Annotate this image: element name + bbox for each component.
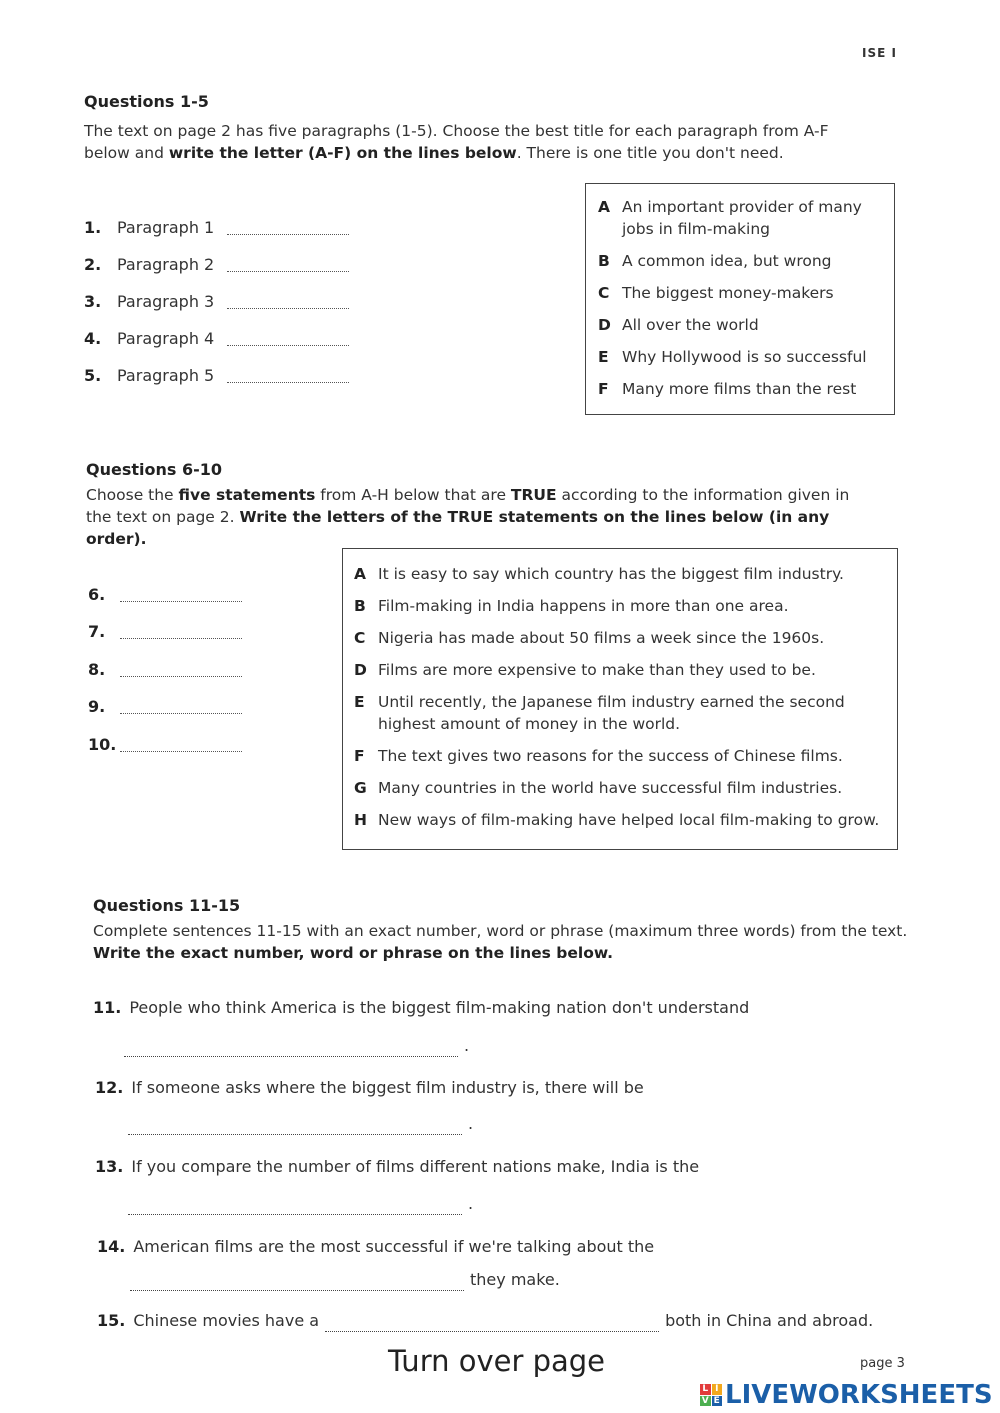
statement-letter: A (354, 565, 366, 583)
section2-answer-list (88, 566, 258, 754)
section2-instructions (86, 484, 886, 550)
answer-input-7[interactable] (120, 620, 242, 639)
answer-input-9[interactable] (120, 695, 242, 714)
question-text: Chinese movies have a (133, 1311, 320, 1330)
statement-text: It is easy to say which country has the biggest film industry. (378, 565, 844, 583)
answer-row-7 (88, 604, 258, 642)
question-number: 11. (93, 998, 122, 1017)
answer-input-15[interactable] (325, 1313, 659, 1332)
statement-b (354, 595, 889, 617)
instr-bold: TRUE (510, 486, 557, 504)
section1-answer-list (84, 200, 364, 385)
option-letter: C (598, 284, 610, 302)
sentence-end: both in China and abroad. (665, 1311, 874, 1330)
option-f (598, 378, 884, 400)
statement-c (354, 627, 889, 649)
statement-letter: C (354, 629, 366, 647)
statement-text: The text gives two reasons for the success of Chinese films. (378, 747, 843, 765)
option-b (598, 250, 884, 272)
section2-instr-line1 (86, 484, 886, 506)
answer-number: 7. (88, 622, 106, 641)
statement-d (354, 659, 889, 681)
answer-input-13[interactable] (128, 1196, 462, 1215)
statement-letter: F (354, 747, 365, 765)
statement-text: Until recently, the Japanese film industry earned the second highest amount of money in the world. (378, 693, 845, 733)
question-text: People who think America is the biggest film-making nation don't understand (129, 998, 750, 1017)
option-text: Why Hollywood is so successful (622, 348, 867, 366)
answer-input-4[interactable] (227, 327, 349, 346)
question-13 (95, 1157, 699, 1176)
answer-row-9 (88, 679, 258, 717)
question-number: 13. (95, 1157, 124, 1176)
statement-letter: D (354, 661, 367, 679)
section3-title: Questions 11-15 (93, 896, 241, 915)
section1-instr-line1: The text on page 2 has five paragraphs (1-5). Choose the best title for each paragraph from A-F (84, 122, 829, 140)
sentence-end: . (468, 1194, 474, 1213)
answer-row-5 (84, 348, 364, 385)
statement-a (354, 563, 889, 585)
section2-instr-line2 (86, 506, 886, 550)
option-letter: D (598, 316, 611, 334)
option-a (598, 196, 884, 240)
section1-instr-text: below and (84, 144, 169, 162)
statement-letter: G (354, 779, 367, 797)
question-15 (97, 1311, 873, 1332)
question-14-answer (130, 1270, 560, 1291)
option-e (598, 346, 884, 368)
answer-row-6 (88, 566, 258, 604)
option-d (598, 314, 884, 336)
answer-label: Paragraph 4 (117, 329, 215, 348)
option-c (598, 282, 884, 304)
section1-instr-line2 (84, 142, 884, 164)
statement-g (354, 777, 889, 799)
answer-row-1 (84, 200, 364, 237)
question-text: If someone asks where the biggest film industry is, there will be (131, 1078, 644, 1097)
turn-over-text: Turn over page (388, 1344, 606, 1378)
answer-row-2 (84, 237, 364, 274)
answer-input-11[interactable] (124, 1038, 458, 1057)
answer-row-3 (84, 274, 364, 311)
section2-options-box (342, 548, 898, 850)
logo-tile: V (701, 1395, 709, 1406)
answer-input-1[interactable] (227, 216, 349, 235)
brand-watermark (700, 1380, 993, 1410)
answer-input-10[interactable] (120, 733, 242, 752)
section1-instr-tail: . There is one title you don't need. (516, 144, 784, 162)
section1-title: Questions 1-5 (84, 92, 209, 111)
option-letter: A (598, 198, 610, 216)
statement-letter: E (354, 693, 365, 711)
question-number: 12. (95, 1078, 124, 1097)
question-text: American films are the most successful if we're talking about the (133, 1237, 655, 1256)
statement-text: Many countries in the world have successful film industries. (378, 779, 843, 797)
answer-input-5[interactable] (227, 364, 349, 383)
sentence-end: . (468, 1114, 474, 1133)
section1-options-box (585, 183, 895, 415)
answer-input-8[interactable] (120, 658, 242, 677)
option-letter: B (598, 252, 610, 270)
question-14 (97, 1237, 654, 1256)
answer-number: 6. (88, 584, 106, 604)
answer-row-10 (88, 716, 258, 754)
section2-title: Questions 6-10 (86, 460, 223, 479)
question-text: If you compare the number of films different nations make, India is the (131, 1157, 700, 1176)
question-11-answer (124, 1036, 469, 1057)
instr-text: according to the information given in (556, 486, 850, 504)
statement-letter: B (354, 597, 366, 615)
question-number: 14. (97, 1237, 126, 1256)
answer-number: 4. (84, 329, 102, 348)
section3-instructions (93, 920, 913, 964)
sentence-end: . (464, 1036, 470, 1055)
section1-instructions (84, 120, 884, 164)
statement-h (354, 809, 889, 831)
statement-letter: H (354, 811, 367, 829)
option-text: The biggest money-makers (622, 284, 834, 302)
statement-text: Films are more expensive to make than they used to be. (378, 661, 816, 679)
question-11 (93, 998, 749, 1017)
answer-input-2[interactable] (227, 253, 349, 272)
sentence-end: they make. (470, 1270, 560, 1289)
question-13-answer (128, 1194, 473, 1215)
statement-text: Film-making in India happens in more than one area. (378, 597, 789, 615)
option-letter: E (598, 348, 609, 366)
section3-instr-line1: Complete sentences 11-15 with an exact number, word or phrase (maximum three words) from the text. (93, 922, 908, 940)
brand-name: LIVEWORKSHEETS (725, 1380, 993, 1410)
instr-text: Choose the (86, 486, 179, 504)
question-12-answer (128, 1114, 473, 1135)
statement-text: Nigeria has made about 50 films a week since the 1960s. (378, 629, 825, 647)
answer-input-12[interactable] (128, 1116, 462, 1135)
answer-number: 1. (84, 218, 102, 237)
instr-bold: Write the letters of the (239, 508, 448, 526)
logo-tile: E (712, 1396, 723, 1407)
logo-tile: I (712, 1384, 723, 1395)
question-number: 15. (97, 1311, 126, 1330)
option-text: Many more films than the rest (622, 380, 857, 398)
answer-number: 8. (88, 659, 106, 679)
answer-number: 2. (84, 255, 102, 274)
answer-input-14[interactable] (130, 1272, 464, 1291)
option-text: An important provider of many jobs in film-making (622, 198, 862, 238)
header-tag: ISE I (862, 46, 897, 60)
answer-input-6[interactable] (120, 583, 242, 602)
statement-text: New ways of film-making have helped local film-making to grow. (378, 811, 880, 829)
answer-row-8 (88, 641, 258, 679)
answer-label: Paragraph 3 (117, 292, 215, 311)
answer-row-4 (84, 311, 364, 348)
answer-number: 3. (84, 292, 102, 311)
logo-tile: L (700, 1384, 711, 1395)
instr-bold: statements on the lines below (in any order). (86, 508, 830, 548)
statement-e (354, 691, 889, 735)
answer-number: 5. (84, 366, 102, 385)
section3-instr-line2: Write the exact number, word or phrase on the lines below. (93, 944, 614, 962)
question-12 (95, 1078, 644, 1097)
answer-label: Paragraph 2 (117, 255, 215, 274)
answer-input-3[interactable] (227, 290, 349, 309)
answer-number: 10. (88, 734, 117, 754)
answer-label: Paragraph 5 (117, 366, 215, 385)
instr-text: the text on page 2. (86, 508, 240, 526)
option-letter: F (598, 380, 609, 398)
instr-bold: five statements (178, 486, 316, 504)
option-text: A common idea, but wrong (622, 252, 832, 270)
statement-f (354, 745, 889, 767)
page-number: page 3 (860, 1356, 905, 1371)
answer-number: 9. (88, 697, 106, 716)
section1-instr-bold: write the letter (A-F) on the lines below (168, 144, 517, 162)
answer-label: Paragraph 1 (117, 218, 215, 237)
option-text: All over the world (622, 316, 759, 334)
instr-text: from A-H below that are (315, 486, 511, 504)
instr-bold: TRUE (447, 508, 494, 526)
liveworksheets-logo-icon (700, 1384, 722, 1406)
